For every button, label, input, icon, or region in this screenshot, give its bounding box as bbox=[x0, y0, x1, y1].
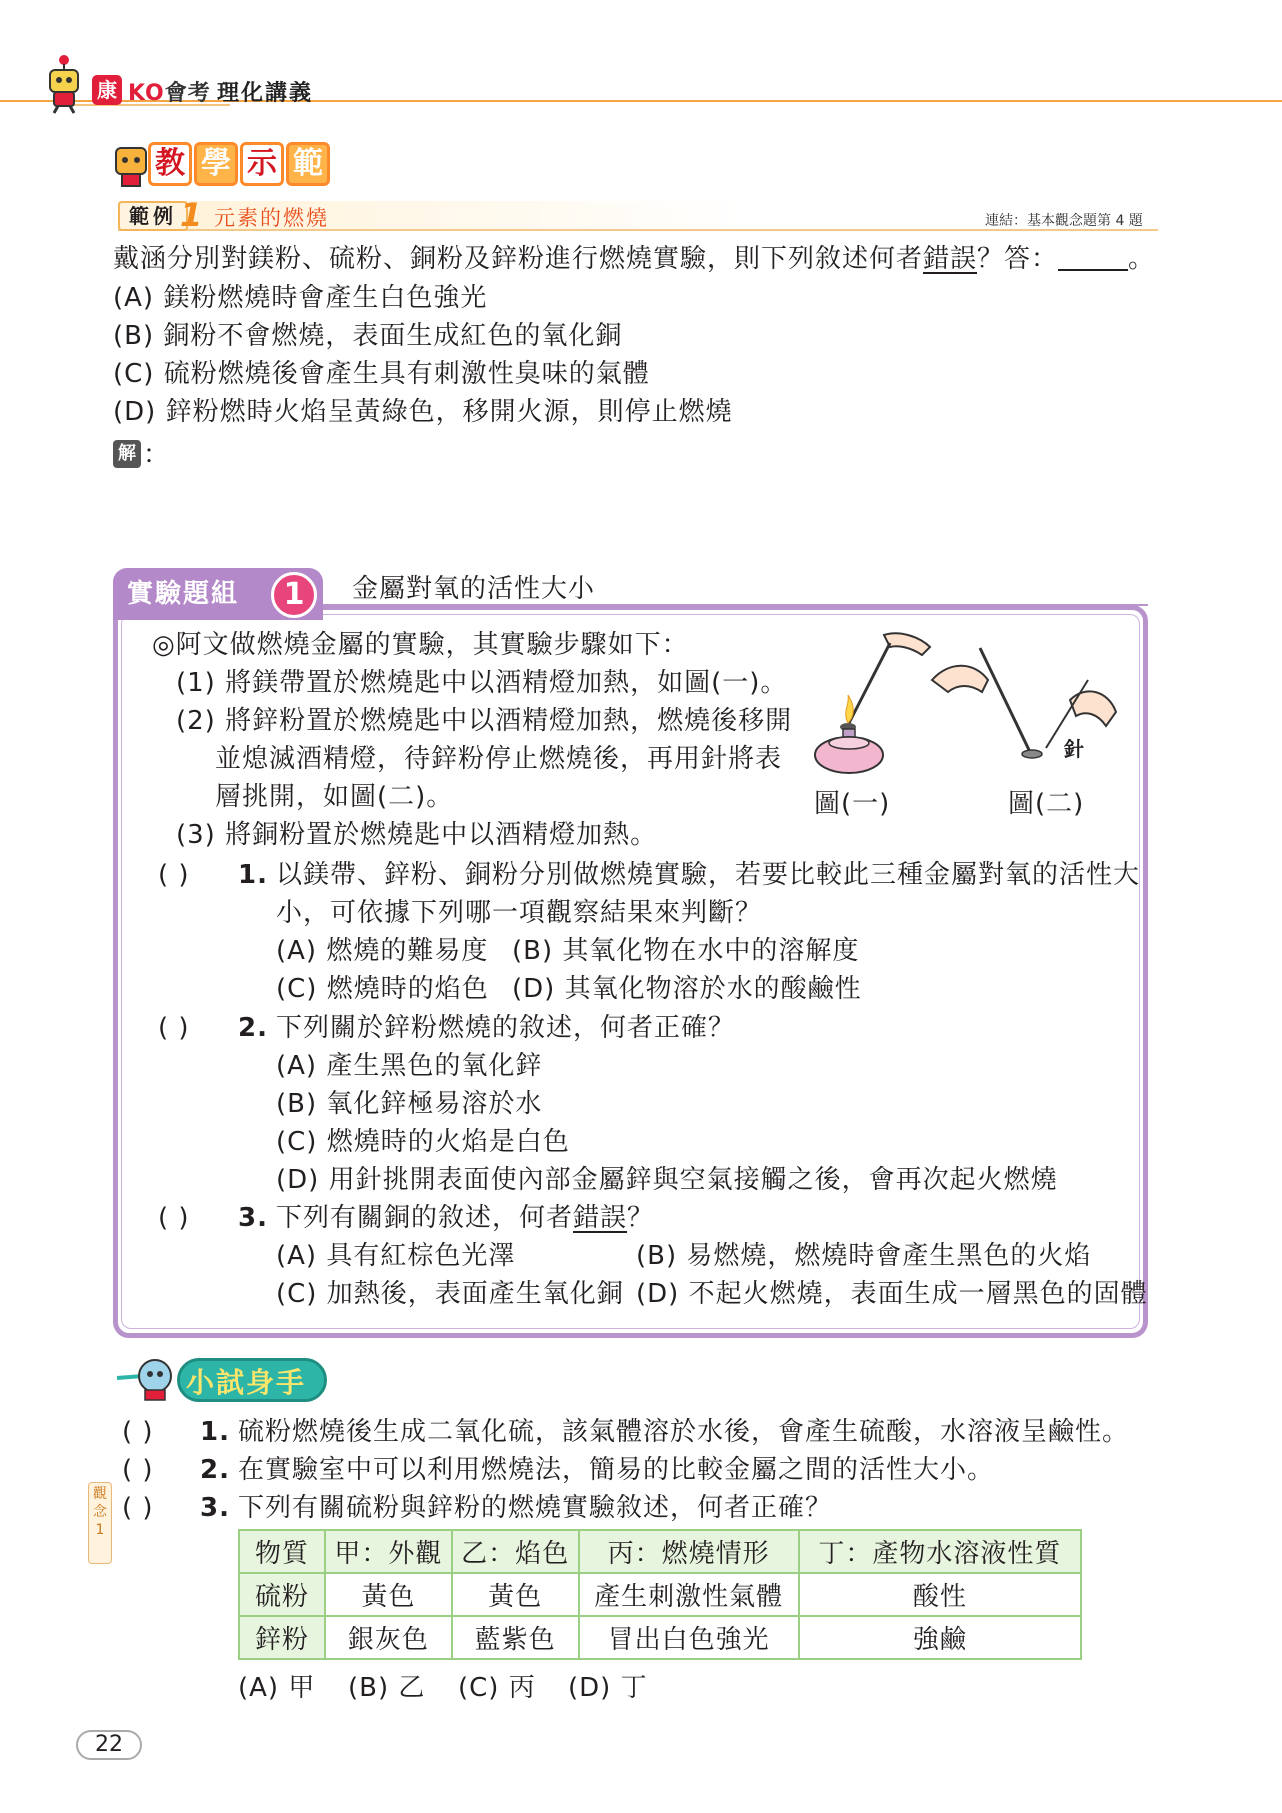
badge-char: 學 bbox=[194, 142, 238, 186]
table-cell: 藍紫色 bbox=[452, 1616, 579, 1659]
experiment-step: 並熄滅酒精燈，待鋅粉停止燃燒後，再用針將表 bbox=[215, 744, 783, 774]
teaching-demo-badge bbox=[148, 142, 332, 186]
example-number: 1 bbox=[180, 196, 203, 234]
experiment-tab: 實驗題組 bbox=[113, 568, 323, 620]
question-number: 2. bbox=[238, 1013, 268, 1043]
experiment-title: 金屬對氧的活性大小 bbox=[352, 574, 596, 604]
brand-name: KO會考 bbox=[128, 81, 211, 106]
question-option: (A) 具有紅棕色光澤 bbox=[276, 1241, 516, 1271]
example-option: (C) 硫粉燃燒後會產生具有刺激性臭味的氣體 bbox=[113, 359, 650, 389]
answer-option: (B) 乙 bbox=[348, 1673, 426, 1703]
question-number: 1. bbox=[238, 860, 268, 890]
concept-side-tab: 觀念1 bbox=[88, 1482, 112, 1564]
example-option: (B) 銅粉不會燃燒，表面生成紅色的氧化銅 bbox=[113, 321, 623, 351]
page-number: 22 bbox=[76, 1730, 142, 1760]
figure-2-label: 圖(二) bbox=[1008, 789, 1085, 819]
question-text: 下列有關銅的敘述，何者錯誤？ bbox=[276, 1203, 655, 1233]
question-text: 以鎂帶、鋅粉、銅粉分別做燃燒實驗，若要比較此三種金屬對氧的活性大 bbox=[276, 860, 1141, 890]
question-option: (D) 用針挑開表面使內部金屬鋅與空氣接觸之後，會再次起火燃燒 bbox=[276, 1165, 1058, 1195]
question-text: 硫粉燃燒後生成二氧化硫，該氣體溶於水後，會產生硫酸，水溶液呈鹼性。 bbox=[238, 1417, 1130, 1447]
table-header-cell: 丙：燃燒情形 bbox=[579, 1530, 799, 1573]
table-header-cell: 丁：產物水溶液性質 bbox=[799, 1530, 1081, 1573]
example-question: 戴涵分別對鎂粉、硫粉、銅粉及鋅粉進行燃燒實驗，則下列敘述何者錯誤？答： 。 bbox=[113, 244, 1156, 274]
experiment-step: (2) 將鋅粉置於燃燒匙中以酒精燈加熱，燃燒後移開 bbox=[176, 706, 793, 736]
experiment-step: 層挑開，如圖(二)。 bbox=[215, 782, 454, 812]
example-option: (D) 鋅粉燃時火焰呈黃綠色，移開火源，則停止燃燒 bbox=[113, 397, 733, 427]
question-option: (D) 不起火燃燒，表面生成一層黑色的固體 bbox=[636, 1279, 1148, 1309]
question-text: 下列有關硫粉與鋅粉的燃燒實驗敘述，何者正確？ bbox=[238, 1493, 833, 1523]
answer-option: (A) 甲 bbox=[238, 1673, 316, 1703]
table-row bbox=[239, 1616, 1081, 1659]
question-option: (C) 加熱後，表面產生氧化銅 bbox=[276, 1279, 624, 1309]
table-cell: 冒出白色強光 bbox=[579, 1616, 799, 1659]
solution-colon: ： bbox=[143, 440, 171, 470]
try-mascot-icon bbox=[113, 1352, 183, 1402]
table-cell: 硫粉 bbox=[239, 1573, 325, 1616]
table-cell: 黃色 bbox=[325, 1573, 452, 1616]
question-option: (B) 易燃燒，燃燒時會產生黑色的火焰 bbox=[636, 1241, 1092, 1271]
table-cell: 酸性 bbox=[799, 1573, 1081, 1616]
figure-1-label: 圖(一) bbox=[814, 789, 891, 819]
table-cell: 銀灰色 bbox=[325, 1616, 452, 1659]
table-cell: 黃色 bbox=[452, 1573, 579, 1616]
experiment-number: 1 bbox=[271, 572, 317, 618]
table-header-cell: 物質 bbox=[239, 1530, 325, 1573]
robot-badge-icon bbox=[112, 140, 150, 190]
badge-char: 範 bbox=[286, 142, 330, 186]
needle-label: 針 bbox=[1064, 737, 1084, 761]
table-cell: 產生刺激性氣體 bbox=[579, 1573, 799, 1616]
example-title: 元素的燃燒 bbox=[214, 206, 329, 230]
experiment-step: (3) 將銅粉置於燃燒匙中以酒精燈加熱。 bbox=[176, 820, 658, 850]
question-option: (C) 燃燒時的焰色 bbox=[276, 974, 489, 1004]
table-header-cell: 甲：外觀 bbox=[325, 1530, 452, 1573]
question-text: 小，可依據下列哪一項觀察結果來判斷？ bbox=[276, 898, 763, 928]
brand-logo: 康 bbox=[92, 75, 122, 105]
needle-figure bbox=[930, 640, 1120, 765]
table-header-cell: 乙：焰色 bbox=[452, 1530, 579, 1573]
question-option: (A) 產生黑色的氧化鋅 bbox=[276, 1051, 543, 1081]
alcohol-lamp-figure bbox=[810, 625, 940, 775]
answer-paren[interactable]: ( ) bbox=[122, 1493, 154, 1523]
question-option: (D) 其氧化物溶於水的酸鹼性 bbox=[512, 974, 862, 1004]
answer-paren[interactable]: ( ) bbox=[158, 860, 190, 890]
try-badge-text: 小試身手 bbox=[186, 1366, 307, 1399]
table-cell: 強鹼 bbox=[799, 1616, 1081, 1659]
table-header-row bbox=[239, 1530, 1081, 1573]
solution-icon: 解 bbox=[113, 440, 141, 468]
example-link: 連結：基本觀念題第 4 題 bbox=[985, 213, 1143, 229]
answer-paren[interactable]: ( ) bbox=[158, 1013, 190, 1043]
answer-blank[interactable] bbox=[1058, 243, 1128, 271]
experiment-step: (1) 將鎂帶置於燃燒匙中以酒精燈加熱，如圖(一)。 bbox=[176, 668, 788, 698]
badge-char: 示 bbox=[240, 142, 284, 186]
robot-mascot-icon bbox=[38, 52, 92, 114]
example-label: 範例 bbox=[118, 201, 188, 231]
answer-option: (D) 丁 bbox=[568, 1673, 648, 1703]
comparison-table bbox=[238, 1529, 1082, 1660]
answer-paren[interactable]: ( ) bbox=[158, 1203, 190, 1233]
question-text: 下列關於鋅粉燃燒的敘述，何者正確？ bbox=[276, 1013, 736, 1043]
question-number: 2. bbox=[200, 1455, 230, 1485]
question-number: 3. bbox=[238, 1203, 268, 1233]
table-cell: 鋅粉 bbox=[239, 1616, 325, 1659]
question-option: (B) 氧化鋅極易溶於水 bbox=[276, 1089, 543, 1119]
question-number: 1. bbox=[200, 1417, 230, 1447]
badge-char: 教 bbox=[148, 142, 192, 186]
question-option: (C) 燃燒時的火焰是白色 bbox=[276, 1127, 570, 1157]
experiment-intro: ◎阿文做燃燒金屬的實驗，其實驗步驟如下： bbox=[152, 630, 689, 660]
answer-paren[interactable]: ( ) bbox=[122, 1417, 154, 1447]
question-text: 在實驗室中可以利用燃燒法，簡易的比較金屬之間的活性大小。 bbox=[238, 1455, 995, 1485]
question-option: (A) 燃燒的難易度 bbox=[276, 936, 489, 966]
question-number: 3. bbox=[200, 1493, 230, 1523]
subject-title: 理化講義 bbox=[217, 81, 314, 106]
question-option: (B) 其氧化物在水中的溶解度 bbox=[512, 936, 860, 966]
example-option: (A) 鎂粉燃燒時會產生白色強光 bbox=[113, 283, 488, 313]
table-row bbox=[239, 1573, 1081, 1616]
answer-option: (C) 丙 bbox=[458, 1673, 536, 1703]
answer-paren[interactable]: ( ) bbox=[122, 1455, 154, 1485]
